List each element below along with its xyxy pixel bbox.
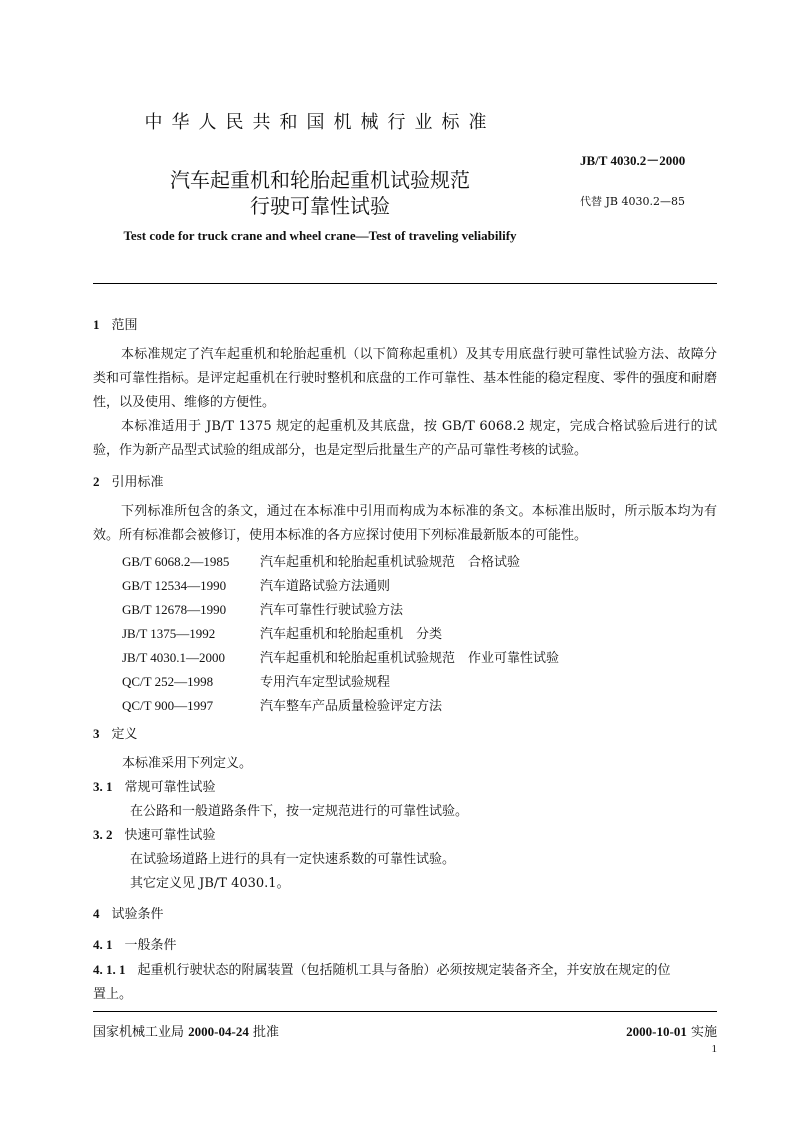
section-title: 定义 — [111, 727, 138, 742]
section-3-1-heading — [93, 776, 216, 795]
section-title: 试验条件 — [111, 907, 164, 922]
section-1-paragraph-2: 本标准适用于 JB/T 1375 规定的起重机及其底盘，按 GB/T 6068.2 规定，完成合格试验后进行的试验，作为新产品型式试验的组成部分，也是定型后批量生产的产品可靠性考核的试验。 — [93, 419, 717, 458]
reference-code: GB/T 12678—1990 — [122, 602, 227, 617]
section-3-2-heading — [93, 824, 216, 843]
reference-item — [122, 623, 442, 642]
section-2-paragraph-1: 下列标准所包含的条文，通过在本标准中引用而构成为本标准的条文。本标准出版时，所示版本均为有效。所有标准都会被修订，使用本标准的各方应探讨使用下列标准最新版本的可能性。 — [93, 504, 717, 543]
section-number: 1 — [93, 317, 100, 332]
approve-date: 2000-04-24 — [188, 1024, 249, 1039]
section-3-other: 其它定义见 JB/T 4030.1。 — [130, 876, 290, 891]
footer-divider — [93, 1011, 717, 1012]
header-divider — [93, 283, 717, 284]
footer-effective — [626, 1021, 717, 1040]
section-1-heading — [93, 314, 138, 333]
reference-code: JB/T 4030.1—2000 — [122, 650, 226, 665]
issuer-name: 国家机械工业局 — [93, 1025, 185, 1040]
english-title: Test code for truck crane and wheel crane—Test of traveling veliabilify — [123, 228, 517, 243]
section-4-heading — [93, 903, 164, 922]
reference-title: 汽车整车产品质量检验评定方法 — [260, 699, 443, 714]
replaces-note: 代替 JB 4030.2—85 — [580, 195, 685, 208]
reference-title: 汽车起重机和轮胎起重机 分类 — [260, 627, 443, 642]
section-3-heading — [93, 723, 138, 742]
standard-type: 中华人民共和国机械行业标准 — [144, 112, 496, 133]
reference-item — [122, 671, 390, 690]
reference-item — [122, 647, 559, 666]
section-number: 4. 1 — [93, 937, 113, 952]
standard-number: JB/T 4030.2－2000 — [580, 153, 686, 168]
reference-code: QC/T 900—1997 — [122, 698, 214, 713]
section-title: 引用标准 — [111, 475, 164, 490]
chinese-title-line2: 行驶可靠性试验 — [250, 194, 390, 218]
section-number: 4. 1. 1 — [93, 962, 126, 977]
section-3-intro: 本标准采用下列定义。 — [122, 756, 253, 771]
reference-title: 汽车道路试验方法通则 — [260, 579, 391, 594]
reference-item — [122, 695, 442, 714]
reference-item — [122, 599, 403, 618]
section-3-2-text: 在试验场道路上进行的具有一定快速系数的可靠性试验。 — [130, 852, 456, 867]
section-number: 3. 1 — [93, 779, 113, 794]
section-title: 常规可靠性试验 — [124, 780, 216, 795]
reference-item — [122, 551, 520, 570]
section-number: 2 — [93, 474, 100, 489]
reference-code: GB/T 12534—1990 — [122, 578, 227, 593]
approve-label: 批准 — [252, 1025, 279, 1040]
section-title: 范围 — [111, 318, 138, 333]
section-text: 起重机行驶状态的附属装置（包括随机工具与备胎）必须按规定装备齐全，并安放在规定的位 — [137, 963, 671, 978]
reference-code: QC/T 252—1998 — [122, 674, 214, 689]
reference-code: JB/T 1375—1992 — [122, 626, 216, 641]
reference-code: GB/T 6068.2—1985 — [122, 554, 230, 569]
chinese-title-line1: 汽车起重机和轮胎起重机试验规范 — [170, 168, 470, 192]
section-2-heading — [93, 471, 164, 490]
effective-label: 实施 — [690, 1025, 717, 1040]
section-3-1-text: 在公路和一般道路条件下，按一定规范进行的可靠性试验。 — [130, 804, 469, 819]
section-number: 3 — [93, 726, 100, 741]
section-number: 4 — [93, 906, 100, 921]
section-title: 快速可靠性试验 — [124, 828, 216, 843]
page-number: 1 — [711, 1043, 717, 1055]
reference-title: 汽车可靠性行驶试验方法 — [260, 603, 404, 618]
section-1-paragraph-1: 本标准规定了汽车起重机和轮胎起重机（以下简称起重机）及其专用底盘行驶可靠性试验方法、故障分类和可靠性指标。是评定起重机在行驶时整机和底盘的工作可靠性、基本性能的稳定程度、零件的强度和耐磨性，以及使用、维修的方便性。 — [93, 347, 718, 410]
section-title: 一般条件 — [124, 938, 177, 953]
reference-item — [122, 575, 390, 594]
section-4-1-1-line1 — [93, 959, 671, 978]
section-number: 3. 2 — [93, 827, 113, 842]
effective-date: 2000-10-01 — [626, 1024, 687, 1039]
reference-title: 汽车起重机和轮胎起重机试验规范 作业可靠性试验 — [260, 651, 560, 666]
section-4-1-1-line2: 置上。 — [93, 987, 133, 1002]
section-4-1-heading — [93, 934, 177, 953]
reference-title: 专用汽车定型试验规程 — [260, 675, 391, 690]
reference-title: 汽车起重机和轮胎起重机试验规范 合格试验 — [260, 555, 521, 570]
footer-issuer — [93, 1021, 279, 1040]
